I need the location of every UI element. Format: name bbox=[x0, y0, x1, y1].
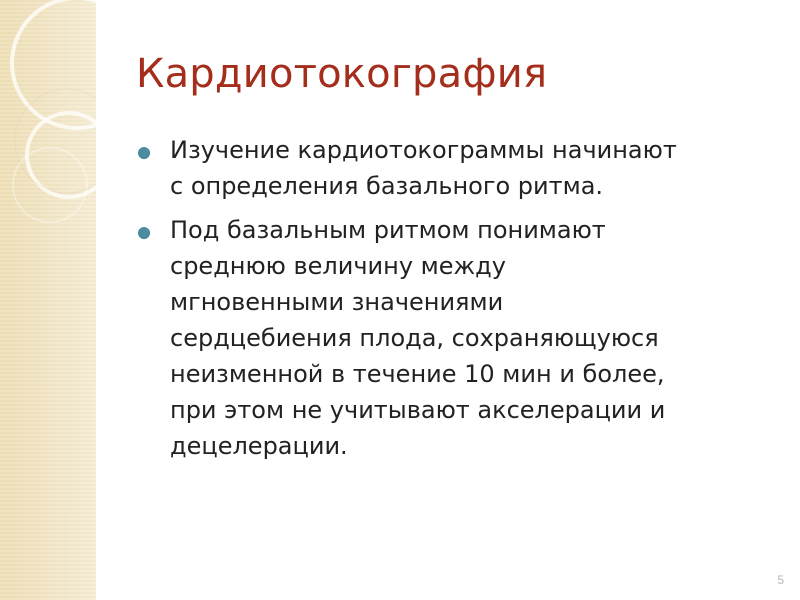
bullet-text: Изучение кардиотокограммы начинают с определения базального ритма. bbox=[170, 136, 677, 200]
slide-title: Кардиотокография bbox=[136, 51, 548, 97]
left-decorative-band bbox=[0, 0, 96, 600]
bullet-text: Под базальным ритмом понимают среднюю величину между мгновенными значениями сердцебиения плода, сохраняющуюся неизменной в течение 10 мин и более, при этом не учитывают акселерации и децелерации. bbox=[170, 216, 666, 460]
bullet-icon bbox=[138, 227, 150, 239]
decorative-rings-graphic bbox=[0, 0, 96, 600]
bullet-item bbox=[136, 132, 776, 204]
bullet-item bbox=[136, 212, 776, 464]
page-number: 5 bbox=[777, 573, 784, 587]
bullet-list bbox=[136, 132, 776, 472]
bullet-icon bbox=[138, 147, 150, 159]
